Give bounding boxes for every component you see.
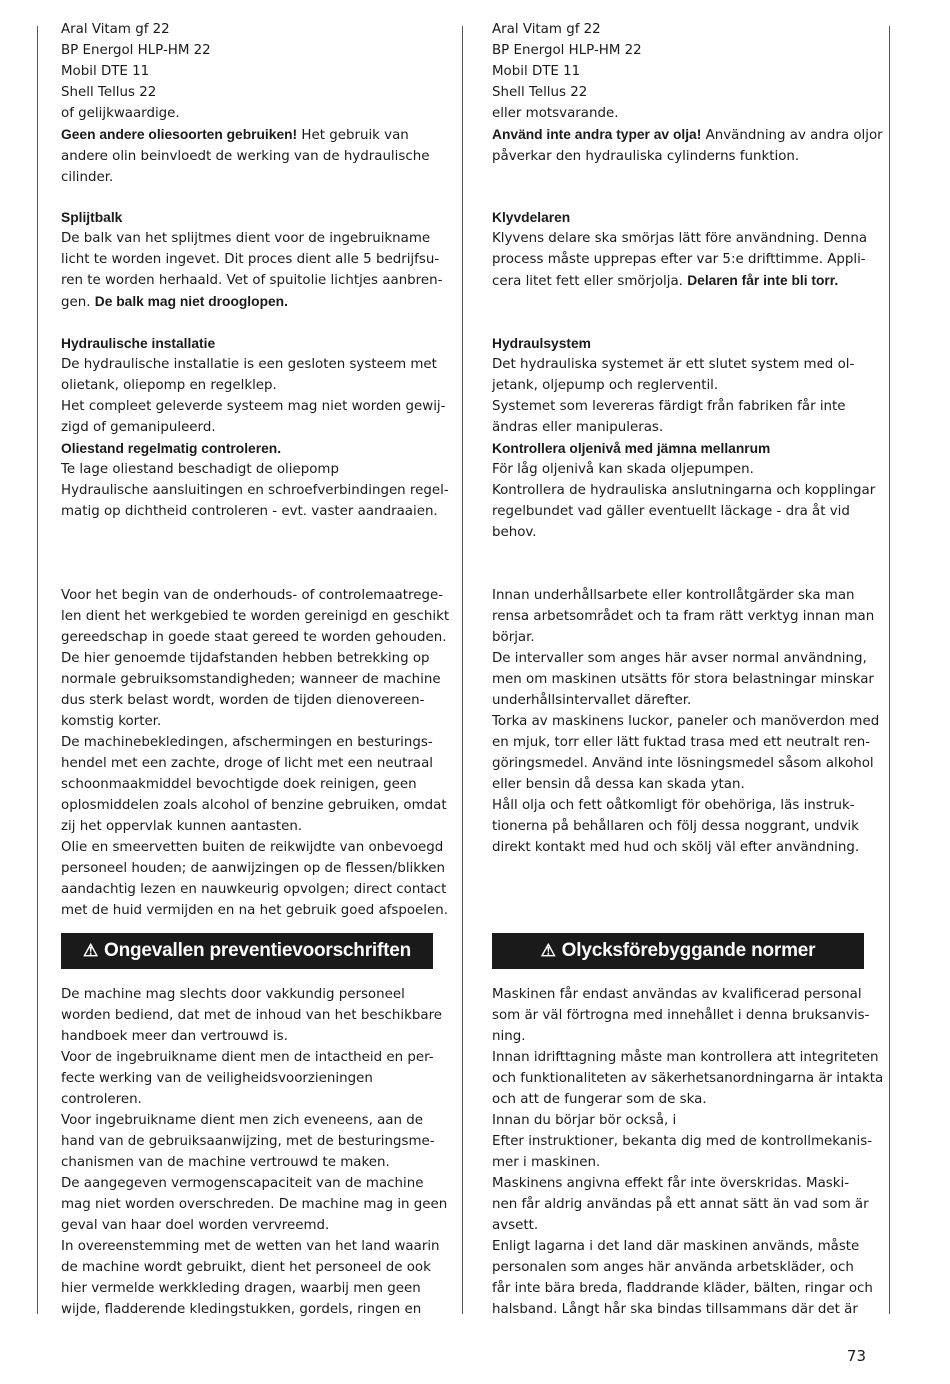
- section-heading: Splijtbalk: [61, 210, 123, 225]
- text-line: aandachtig lezen en nauwkeurig opvolgen; direct contact: [61, 882, 447, 897]
- oil-level-warning-bold: Kontrollera oljenivå med jämna mellanrum: [492, 441, 771, 456]
- text-line: De aangegeven vermogenscapaciteit van de machine: [61, 1176, 424, 1191]
- text-line: process måste upprepas efter var 5:e drifttimme. Appli-: [492, 252, 866, 267]
- text-line: [492, 270, 872, 292]
- text-line: De machine mag slechts door vakkundig personeel: [61, 987, 405, 1002]
- text-line: licht te worden ingevet. Dit proces dient alle 5 bedrijfsu-: [61, 252, 440, 267]
- text-line: Voor de ingebruikname dient men de intactheid en per-: [61, 1050, 434, 1065]
- text-line: tionerna på behållaren och följ dessa noggrant, undvik: [492, 819, 859, 834]
- text-line: halsband. Långt hår ska bindas tillsammans där det är: [492, 1302, 858, 1317]
- text-line: regelbundet vad gäller eventuellt läckage - dra åt vid: [492, 504, 850, 519]
- text-line: Hydraulische aansluitingen en schroefverbindingen regel-: [61, 483, 449, 498]
- text-line: nen får aldrig användas på ett annat sätt än vad som är: [492, 1197, 869, 1212]
- text-line: Torka av maskinens luckor, paneler och manöverdon med: [492, 714, 880, 729]
- text-line: Innan idrifttagning måste man kontrollera att integriteten: [492, 1050, 879, 1065]
- text-line: cilinder.: [61, 170, 114, 185]
- text-line: zij het oppervlak kunnen aantasten.: [61, 819, 303, 834]
- text-line: geval van haar doel worden vervreemd.: [61, 1218, 330, 1233]
- text-line: hendel met een zachte, droge of licht met een neutraal: [61, 756, 433, 771]
- center-column-rule: [462, 26, 463, 1314]
- text-line: normale gebruiksomstandigheden; wanneer de machine: [61, 672, 441, 687]
- text-line: mer i maskinen.: [492, 1155, 601, 1170]
- text-line: met de huid vermijden en na het gebruik goed afspoelen.: [61, 903, 448, 918]
- oil-list-line: of gelijkwaardige.: [61, 106, 180, 121]
- text-line: hier vermelde werkkleding dragen, waarbij men geen: [61, 1281, 421, 1296]
- text-line: Olie en smeervetten buiten de reikwijdte van onbevoegd: [61, 840, 444, 855]
- oil-list-line: Aral Vitam gf 22: [492, 22, 601, 37]
- text-line: Klyvens delare ska smörjas lätt före användning. Denna: [492, 231, 868, 246]
- oil-warning-bold: Använd inte andra typer av olja!: [492, 127, 702, 142]
- text-line: rensa arbetsområdet och ta fram rätt verktyg innan man: [492, 609, 875, 624]
- text-line: Innan underhållsarbete eller kontrollåtgärder ska man: [492, 588, 855, 603]
- lubrication-warning-bold: De balk mag niet drooglopen.: [94, 294, 288, 309]
- text-line: len dient het werkgebied te worden gereinigd en geschikt: [61, 609, 450, 624]
- left-oil-section: [61, 19, 441, 188]
- text-line: personeel houden; de aanwijzingen op de flessen/blikken: [61, 861, 446, 876]
- text-line: Te lage oliestand beschadigt de oliepomp: [61, 462, 339, 477]
- text-line: Innan du börjar bör också, i: [492, 1113, 677, 1128]
- section-heading: Hydraulsystem: [492, 336, 591, 351]
- page-number: 73: [846, 1347, 866, 1365]
- text-line: direkt kontakt med hud och skölj väl efter användning.: [492, 840, 860, 855]
- text-line: worden bediend, dat met de inhoud van het beschikbare: [61, 1008, 443, 1023]
- text-line: In overeenstemming met de wetten van het land waarin: [61, 1239, 440, 1254]
- text-line: Maskinen får endast användas av kvalificerad personal: [492, 987, 862, 1002]
- warning-triangle-icon: ⚠: [540, 941, 556, 960]
- text-segment: gen.: [61, 295, 95, 310]
- right-splitter-section: [492, 207, 872, 292]
- text-line: De hydraulische installatie is een gesloten systeem met: [61, 357, 437, 372]
- text-line: personalen som anges här använda arbetskläder, och: [492, 1260, 854, 1275]
- text-segment: Het gebruik van: [297, 128, 409, 143]
- text-line: börjar.: [492, 630, 535, 645]
- text-segment: Användning av andra oljor: [701, 128, 883, 143]
- text-line: zigd of gemanipuleerd.: [61, 420, 216, 435]
- text-line: ändras eller manipuleras.: [492, 420, 664, 435]
- text-line: jetank, oljepump och reglerventil.: [492, 378, 719, 393]
- text-line: oplosmiddelen zoals alcohol of benzine gebruiken, omdat: [61, 798, 447, 813]
- text-line: avsett.: [492, 1218, 539, 1233]
- text-line: De machinebekledingen, afschermingen en besturings-: [61, 735, 433, 750]
- text-line: För låg oljenivå kan skada oljepumpen.: [492, 462, 754, 477]
- text-line: de machine wordt gebruikt, dient het personeel de ook: [61, 1260, 431, 1275]
- oil-list-line: Shell Tellus 22: [61, 85, 157, 100]
- right-safety-banner: [492, 933, 864, 969]
- text-line: Voor het begin van de onderhouds- of controlemaatrege-: [61, 588, 444, 603]
- left-hydraulic-section: [61, 333, 449, 522]
- right-hydraulic-section: [492, 333, 876, 543]
- text-line: Systemet som levereras färdigt från fabriken får inte: [492, 399, 846, 414]
- right-column-rule: [889, 26, 890, 1314]
- oil-warning-bold: Geen andere oliesoorten gebruiken!: [61, 127, 298, 142]
- text-line: fecte werking van de veiligheidsvoorzieningen: [61, 1071, 373, 1086]
- text-line: dus sterk belast wordt, worden de tijden dienovereen-: [61, 693, 425, 708]
- oil-list-line: Mobil DTE 11: [492, 64, 581, 79]
- warning-triangle-icon: ⚠: [82, 941, 99, 960]
- text-line: gereedschap in goede staat gereed te worden gehouden.: [61, 630, 447, 645]
- left-safety-banner: [61, 933, 433, 969]
- text-line: De balk van het splijtmes dient voor de ingebruikname: [61, 231, 431, 246]
- oil-list-line: BP Energol HLP-HM 22: [492, 43, 642, 58]
- text-line: controleren.: [61, 1092, 142, 1107]
- left-maintenance-text: [61, 585, 450, 921]
- oil-list-line: Mobil DTE 11: [61, 64, 150, 79]
- text-line: [492, 124, 883, 146]
- text-line: andere olin beinvloedt de werking van de hydraulische: [61, 149, 430, 164]
- text-line: underhållsintervallet därefter.: [492, 693, 692, 708]
- text-line: Håll olja och fett oåtkomligt för obehöriga, läs instruk-: [492, 798, 855, 813]
- text-line: Het compleet geleverde systeem mag niet worden gewij-: [61, 399, 446, 414]
- text-line: och att de fungerar som de ska.: [492, 1092, 707, 1107]
- text-line: Voor ingebruikname dient men zich eveneens, aan de: [61, 1113, 423, 1128]
- left-safety-text: [61, 984, 448, 1320]
- text-line: en mjuk, torr eller lätt fuktad trasa med ett neutralt ren-: [492, 735, 871, 750]
- text-line: eller bensin då dessa kan skada ytan.: [492, 777, 745, 792]
- right-maintenance-text: [492, 585, 880, 858]
- text-line: [61, 291, 441, 313]
- lubrication-warning-bold: Delaren får inte bli torr.: [687, 273, 839, 288]
- text-line: De intervaller som anges här avser normal användning,: [492, 651, 867, 666]
- text-line: göringsmedel. Använd inte lösningsmedel såsom alkohol: [492, 756, 874, 771]
- text-line: Enligt lagarna i det land där maskinen används, måste: [492, 1239, 860, 1254]
- left-column-rule: [37, 26, 38, 1314]
- oil-list-line: eller motsvarande.: [492, 106, 619, 121]
- oil-list-line: Aral Vitam gf 22: [61, 22, 170, 37]
- text-line: Det hydrauliska systemet är ett slutet system med ol-: [492, 357, 855, 372]
- text-line: wijde, fladderende kledingstukken, gordels, ringen en: [61, 1302, 422, 1317]
- text-line: får inte bära breda, fladdrande kläder, bälten, ringar och: [492, 1281, 873, 1296]
- text-line: men om maskinen utsätts för stora belastningar minskar: [492, 672, 874, 687]
- right-oil-section: [492, 19, 883, 167]
- right-safety-text: [492, 984, 884, 1320]
- oil-list-line: BP Energol HLP-HM 22: [61, 43, 211, 58]
- text-line: schoonmaakmiddel bevochtigde doek reinigen, geen: [61, 777, 417, 792]
- text-line: behov.: [492, 525, 537, 540]
- section-heading: Hydraulische installatie: [61, 336, 216, 351]
- text-line: hand van de gebruiksaanwijzing, met de besturingsme-: [61, 1134, 435, 1149]
- text-line: chanismen van de machine vertrouwd te maken.: [61, 1155, 390, 1170]
- text-line: De hier genoemde tijdafstanden hebben betrekking op: [61, 651, 430, 666]
- text-line: mag niet worden overschreden. De machine mag in geen: [61, 1197, 448, 1212]
- text-line: Maskinens angivna effekt får inte överskridas. Maski-: [492, 1176, 850, 1191]
- left-splijtbalk-section: [61, 207, 441, 313]
- text-line: ning.: [492, 1029, 526, 1044]
- left-banner-title: Ongevallen preventievoorschriften: [104, 940, 412, 961]
- text-line: Kontrollera de hydrauliska anslutningarna och kopplingar: [492, 483, 876, 498]
- right-banner-title: Olycksförebyggande normer: [561, 940, 816, 961]
- oil-level-warning-bold: Oliestand regelmatig controleren.: [61, 441, 282, 456]
- text-line: handboek meer dan vertrouwd is.: [61, 1029, 288, 1044]
- oil-list-line: Shell Tellus 22: [492, 85, 588, 100]
- text-line: olietank, oliepomp en regelklep.: [61, 378, 277, 393]
- text-line: som är väl förtrogna med innehållet i denna bruksanvis-: [492, 1008, 870, 1023]
- text-line: [61, 124, 441, 146]
- text-line: ren te worden herhaald. Vet of spuitolie lichtjes aanbren-: [61, 273, 443, 288]
- text-line: matig op dichtheid controleren - evt. vaster aandraaien.: [61, 504, 438, 519]
- text-line: och funktionaliteten av säkerhetsanordningarna är intakta: [492, 1071, 884, 1086]
- text-segment: cera litet fett eller smörjolja.: [492, 274, 688, 289]
- section-heading: Klyvdelaren: [492, 210, 571, 225]
- text-line: komstig korter.: [61, 714, 162, 729]
- text-line: Efter instruktioner, bekanta dig med de kontrollmekanis-: [492, 1134, 873, 1149]
- text-line: påverkar den hydrauliska cylinderns funktion.: [492, 149, 800, 164]
